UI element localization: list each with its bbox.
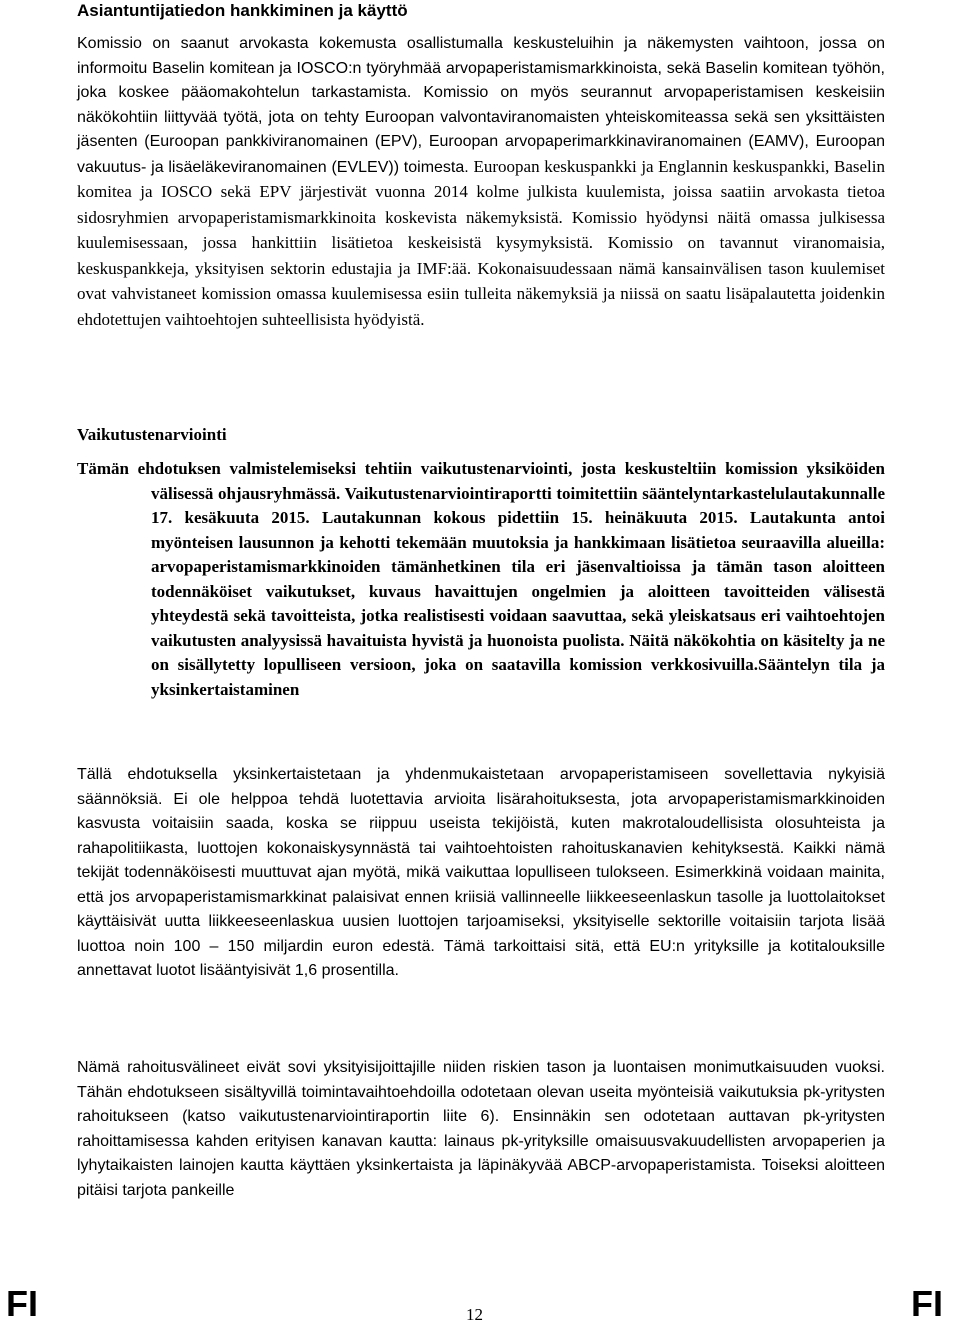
footer-page-number: 12 — [466, 1305, 483, 1324]
paragraph-expertise-part2: Komissio on myös seurannut arvopaperistamisen keskeisiin näkökohtiin liittyvää työtä, jota on tehty Euroopan valvontaviranomaisten yhteiskomiteassa sekä sen yksittäisten jäsenten (Euroopan pankkiviranomainen (EPV), Euroopan arvopaperimarkkinaviranomainen (EAMV), Euroopan vakuutus- ja lisäeläkeviranomainen (EVLEV)) toimesta. — [77, 84, 885, 176]
paragraph-financing: Nämä rahoitusvälineet eivät sovi yksityisijoittajille niiden riskien tason ja luontaisen monimutkaisuuden vuoksi. Tähän ehdotukseen sisältyvillä toimintavaihtoehdoilla odotetaan olevan useita myönteisiä vaikutuksia pk-yritysten rahoitukseen (katso vaikutustenarviointiraportin liite 6). Ensinnäkin sen odotetaan auttavan pk-yritysten rahoittamisessa kahden erityisen kanavan kautta: lainaus pk-yrityksille omaisuusvakuudellisten arvopaperien ja lyhytaikaisten lainojen kautta käyttäen yksinkertaista ja läpinäkyvää ABCP-arvopaperistamista. Toiseksi aloitteen pitäisi tarjota pankeille — [77, 1059, 885, 1199]
paragraph-simplification: Tällä ehdotuksella yksinkertaistetaan ja yhdenmukaistetaan arvopaperistamiseen sovellettavia nykyisiä säännöksiä. Ei ole helppoa tehdä luotettavia arvioita lisärahoituksesta, jota arvopaperistamismarkkinoiden kasvusta voitaisiin saada, koska se riippuu useista tekijöistä, kuten makrotaloudellisista olosuhteista ja rahapolitiikasta, luottojen kokonaiskysynnästä tai vaihtoehtoisten rahoituskanavien kehityksestä. Kaikki nämä tekijät todennäköisesti muuttuvat ajan myötä, mikä vaikuttaa lopulliseen tulokseen. Esimerkkinä voidaan mainita, että jos arvopaperistamismarkkinat palaisivat ennen kriisiä vallinneelle liikkeeseenlaskun tasolle ja luottolaitokset käyttäisivät uutta liikkeeseenlaskua uusien luottojen tarjoamiseksi, yksityiselle sektorille voitaisiin tarjota lisää luottoa noin 100 – 150 miljardin euron edestä. Tämä tarkoittaisi sitä, että EU:n yrityksille ja kotitalouksille annettavat luotot lisääntyisivät 1,6 prosentilla. — [77, 766, 885, 979]
paragraph-expertise — [77, 32, 885, 333]
section-heading-expertise: Asiantuntijatiedon hankkiminen ja käyttö — [77, 1, 408, 20]
footer-language-left: FI — [6, 1283, 38, 1324]
paragraph-impact-assessment: Tämän ehdotuksen valmistelemiseksi tehtiin vaikutustenarviointi, josta keskusteltiin komission yksiköiden välisessä ohjausryhmässä. Vaikutustenarviointiraportti toimitettiin sääntelyntarkastelulautakunnalle 17. kesäkuuta 2015. Lautakunnan kokous pidettiin 15. heinäkuuta 2015. Lautakunta antoi myönteisen lausunnon ja kehotti tekemään muutoksia ja hankkimaan lisätietoa seuraavilla alueilla: arvopaperistamismarkkinoiden tämänhetkinen tila eri jäsenvaltioissa ja tämän tason aloitteen todennäköiset vaikutukset, kuvaus havaittujen ongelmien ja aloitteen tavoitteiden välisestä yhteydestä sekä tavoitteista, jotka realistisesti voidaan saavuttaa, sekä yleiskatsaus eri vaihtoehtojen vaikutusten analyysissä havaituista hyvistä ja huonoista puolista. Näitä näkökohtia on käsitelty ja ne on sisällytetty lopulliseen versioon, joka on saatavilla komission verkkosivuilla.Sääntelyn tila ja yksinkertaistaminen — [77, 459, 885, 699]
paragraph-expertise-part1: Komissio on saanut arvokasta kokemusta osallistumalla keskusteluihin ja näkemysten vaihtoon, jossa on informoitu Baselin komitean ja IOSCO:n työryhmää arvopaperistamismarkkinoista, sekä Baselin komitean työhön, joka koskee pääomakohtelun tarkastamista. — [77, 35, 885, 101]
footer-language-right: FI — [911, 1283, 943, 1324]
paragraph-expertise-part3: Euroopan keskuspankki ja Englannin keskuspankki, Baselin komitea ja IOSCO sekä EPV järjestivät vuonna 2014 kolme julkista kuulemista, joissa saatiin arvokasta tietoa sidosryhmien arvopaperistamismarkkinoita koskevista näkemyksistä. Komissio hyödynsi näitä omassa julkisessa kuulemisessaan, jossa hankittiin lisätietoa keskeisistä kysymyksistä. Komissio on tavannut viranomaisia, keskuspankkeja, yksityisen sektorin edustajia ja IMF:ää. Kokonaisuudessaan nämä kansainvälisen tason kuulemiset ovat vahvistaneet komission omassa kuulemisessa esiin tulleita näkemyksiä ja niissä on saatu lisäpalautetta joidenkin ehdotettujen vaihtoehtojen suhteellisista hyödyistä. — [77, 156, 885, 329]
section-heading-impact-assessment: Vaikutustenarviointi — [77, 425, 227, 444]
